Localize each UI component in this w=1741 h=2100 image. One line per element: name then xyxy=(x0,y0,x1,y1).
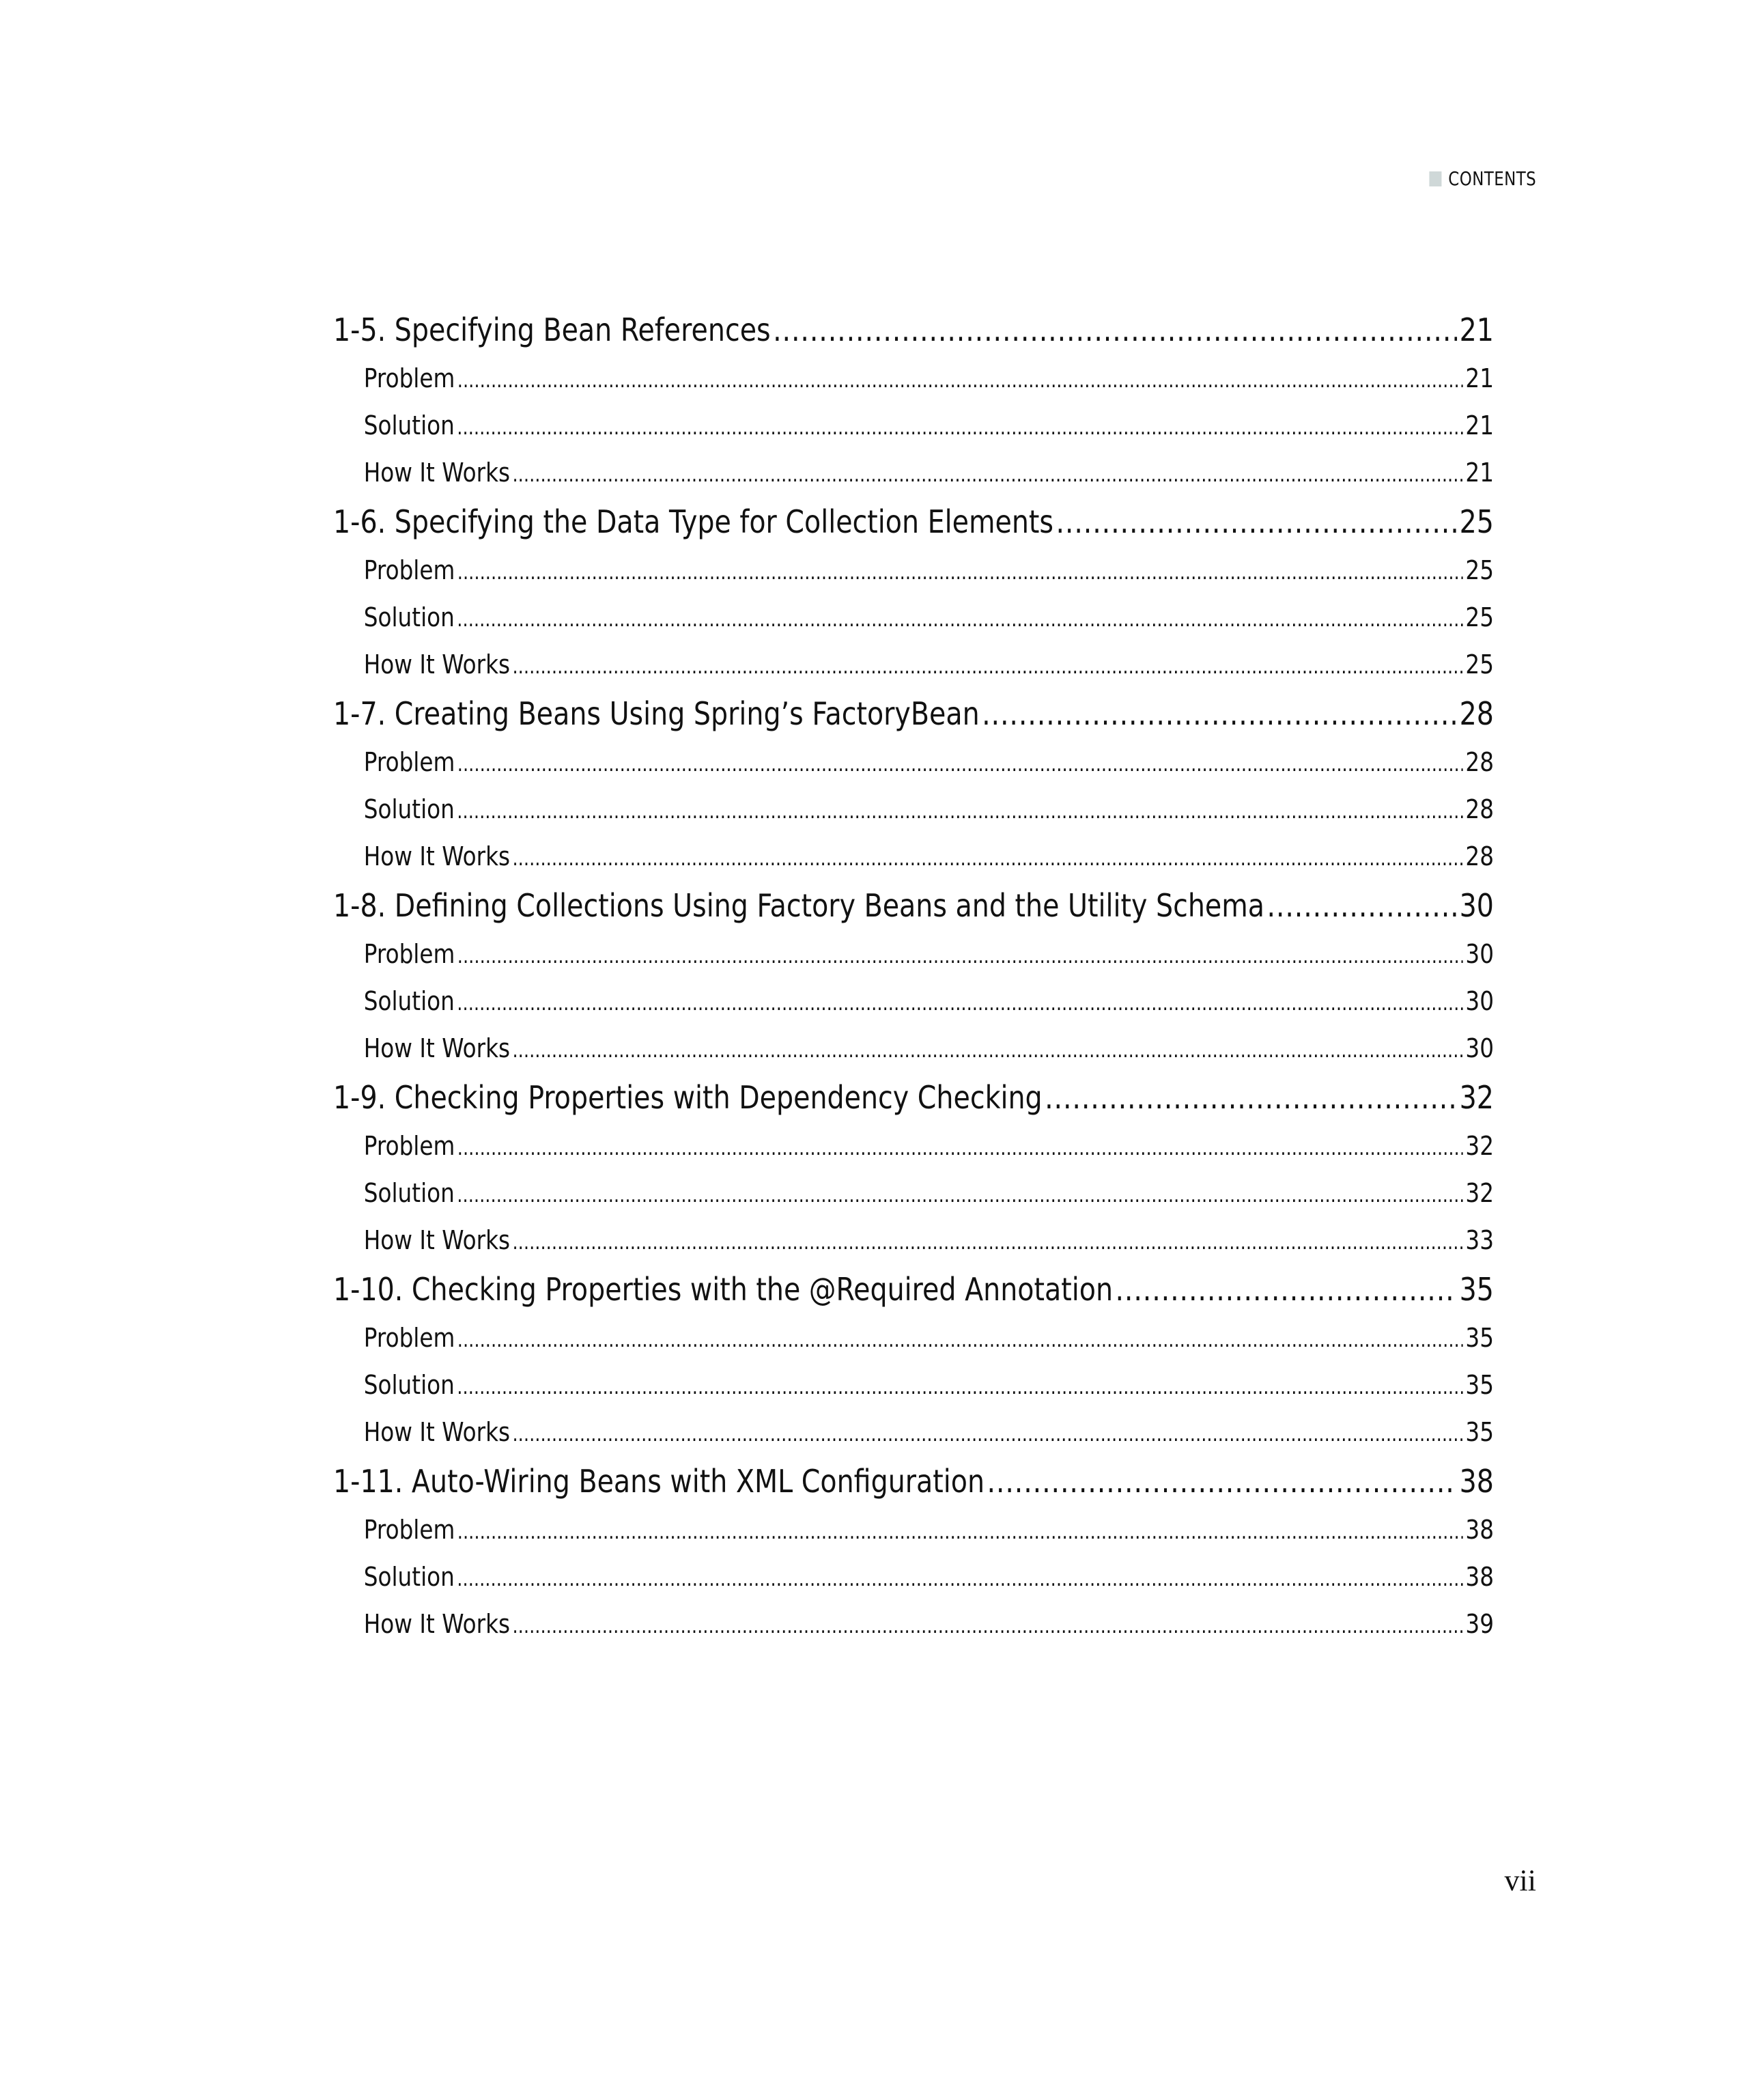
dot-leader xyxy=(512,641,1462,690)
toc-section-title: 1-8. Defining Collections Using Factory Beans and the Utility Schema xyxy=(333,887,1265,924)
toc-page-number: 35 xyxy=(1465,1370,1494,1400)
toc-subsection-title: Solution xyxy=(363,410,455,440)
toc-subsection-entry[interactable] xyxy=(333,931,1494,978)
toc-subsection-entry[interactable] xyxy=(333,449,1494,496)
dot-leader xyxy=(1115,1264,1457,1315)
toc-subsection-entry[interactable] xyxy=(333,641,1494,688)
toc-section-entry[interactable] xyxy=(333,1072,1494,1123)
dot-leader xyxy=(773,305,1457,355)
dot-leader xyxy=(457,1362,1463,1411)
toc-subsection-entry[interactable] xyxy=(333,739,1494,786)
toc-subsection-entry[interactable] xyxy=(333,833,1494,880)
toc-page-number: 25 xyxy=(1465,649,1494,680)
dot-leader xyxy=(457,1507,1463,1556)
dot-leader xyxy=(457,1123,1463,1172)
toc-page-number: 21 xyxy=(1465,410,1494,440)
toc-page-number: 21 xyxy=(1459,311,1494,348)
toc-subsection-title: How It Works xyxy=(363,1609,511,1639)
toc-page-number: 28 xyxy=(1465,794,1494,824)
dot-leader xyxy=(457,1554,1463,1603)
dot-leader xyxy=(457,547,1463,596)
toc-subsection-title: Problem xyxy=(363,1131,455,1161)
toc-subsection-title: Problem xyxy=(363,1515,455,1545)
toc-page-number: 30 xyxy=(1465,1033,1494,1063)
dot-leader xyxy=(1266,880,1457,931)
toc-page-number: 30 xyxy=(1465,986,1494,1016)
dot-leader xyxy=(512,449,1462,499)
toc-subsection-title: Solution xyxy=(363,1178,455,1208)
dot-leader xyxy=(457,786,1463,835)
table-of-contents xyxy=(333,305,1494,1648)
dot-leader xyxy=(512,833,1462,882)
toc-subsection-title: Problem xyxy=(363,555,455,585)
toc-subsection-title: Problem xyxy=(363,1323,455,1353)
toc-page-number: 28 xyxy=(1465,747,1494,777)
square-bullet-icon xyxy=(1429,171,1441,186)
toc-subsection-title: How It Works xyxy=(363,1033,511,1063)
toc-subsection-entry[interactable] xyxy=(333,594,1494,641)
dot-leader xyxy=(1045,1072,1457,1123)
toc-subsection-title: Solution xyxy=(363,602,455,632)
page-folio: vii xyxy=(1504,1864,1536,1897)
toc-page-number: 35 xyxy=(1459,1271,1494,1308)
toc-subsection-entry[interactable] xyxy=(333,402,1494,449)
toc-section-entry[interactable] xyxy=(333,1264,1494,1315)
toc-subsection-entry[interactable] xyxy=(333,786,1494,833)
toc-subsection-entry[interactable] xyxy=(333,1170,1494,1217)
toc-section-title: 1-9. Checking Properties with Dependency Checking xyxy=(333,1079,1043,1116)
toc-subsection-title: Problem xyxy=(363,747,455,777)
toc-page-number: 25 xyxy=(1465,555,1494,585)
toc-subsection-title: How It Works xyxy=(363,841,511,871)
toc-page-number: 38 xyxy=(1459,1463,1494,1500)
toc-section-entry[interactable] xyxy=(333,496,1494,547)
toc-page-number: 28 xyxy=(1465,841,1494,871)
toc-page-number: 30 xyxy=(1465,939,1494,969)
dot-leader xyxy=(457,402,1463,451)
toc-page-number: 35 xyxy=(1465,1417,1494,1447)
toc-section-title: 1-6. Specifying the Data Type for Collection Elements xyxy=(333,503,1054,540)
toc-page-number: 38 xyxy=(1465,1562,1494,1592)
dot-leader xyxy=(457,594,1463,643)
toc-subsection-title: Solution xyxy=(363,1370,455,1400)
dot-leader xyxy=(512,1025,1462,1074)
toc-section-title: 1-7. Creating Beans Using Spring’s FactoryBean xyxy=(333,695,980,732)
toc-subsection-entry[interactable] xyxy=(333,355,1494,402)
toc-page-number: 32 xyxy=(1465,1131,1494,1161)
toc-section-entry[interactable] xyxy=(333,1456,1494,1507)
dot-leader xyxy=(987,1456,1458,1507)
toc-subsection-entry[interactable] xyxy=(333,1507,1494,1554)
toc-page-number: 21 xyxy=(1465,363,1494,393)
toc-subsection-title: How It Works xyxy=(363,1417,511,1447)
toc-page-number: 25 xyxy=(1459,503,1494,540)
dot-leader xyxy=(982,688,1457,739)
toc-page-number: 32 xyxy=(1465,1178,1494,1208)
dot-leader xyxy=(457,1315,1463,1364)
toc-subsection-entry[interactable] xyxy=(333,978,1494,1025)
toc-page-number: 33 xyxy=(1465,1225,1494,1255)
dot-leader xyxy=(457,739,1463,788)
toc-subsection-entry[interactable] xyxy=(333,1409,1494,1456)
toc-page-number: 30 xyxy=(1459,887,1494,924)
toc-page-number: 35 xyxy=(1465,1323,1494,1353)
toc-page-number: 32 xyxy=(1459,1079,1494,1116)
toc-section-entry[interactable] xyxy=(333,880,1494,931)
dot-leader xyxy=(457,978,1463,1027)
toc-page-number: 28 xyxy=(1459,695,1494,732)
toc-subsection-title: Solution xyxy=(363,1562,455,1592)
toc-subsection-title: How It Works xyxy=(363,1225,511,1255)
toc-subsection-title: Solution xyxy=(363,986,455,1016)
toc-subsection-title: Problem xyxy=(363,363,455,393)
running-head xyxy=(1429,167,1536,190)
toc-subsection-entry[interactable] xyxy=(333,1025,1494,1072)
toc-page-number: 21 xyxy=(1465,458,1494,488)
toc-subsection-entry[interactable] xyxy=(333,547,1494,594)
toc-subsection-title: Problem xyxy=(363,939,455,969)
toc-subsection-title: How It Works xyxy=(363,458,511,488)
dot-leader xyxy=(512,1409,1462,1458)
toc-page-number: 39 xyxy=(1465,1609,1494,1639)
dot-leader xyxy=(512,1217,1462,1266)
toc-section-title: 1-11. Auto-Wiring Beans with XML Configuration xyxy=(333,1463,985,1500)
toc-section-title: 1-5. Specifying Bean References xyxy=(333,311,771,348)
toc-subsection-entry[interactable] xyxy=(333,1217,1494,1264)
dot-leader xyxy=(1056,496,1457,547)
toc-subsection-entry[interactable] xyxy=(333,1315,1494,1362)
toc-section-title: 1-10. Checking Properties with the @Required Annotation xyxy=(333,1271,1114,1308)
toc-section-entry[interactable] xyxy=(333,305,1494,355)
running-head-label: CONTENTS xyxy=(1448,167,1536,190)
toc-page-number: 38 xyxy=(1465,1515,1494,1545)
dot-leader xyxy=(457,355,1463,404)
dot-leader xyxy=(512,1601,1462,1650)
toc-subsection-title: How It Works xyxy=(363,649,511,680)
toc-subsection-entry[interactable] xyxy=(333,1554,1494,1601)
toc-subsection-entry[interactable] xyxy=(333,1601,1494,1648)
toc-section-entry[interactable] xyxy=(333,688,1494,739)
toc-page-number: 25 xyxy=(1465,602,1494,632)
dot-leader xyxy=(457,931,1463,980)
dot-leader xyxy=(457,1170,1463,1219)
toc-subsection-entry[interactable] xyxy=(333,1362,1494,1409)
toc-subsection-entry[interactable] xyxy=(333,1123,1494,1170)
toc-subsection-title: Solution xyxy=(363,794,455,824)
